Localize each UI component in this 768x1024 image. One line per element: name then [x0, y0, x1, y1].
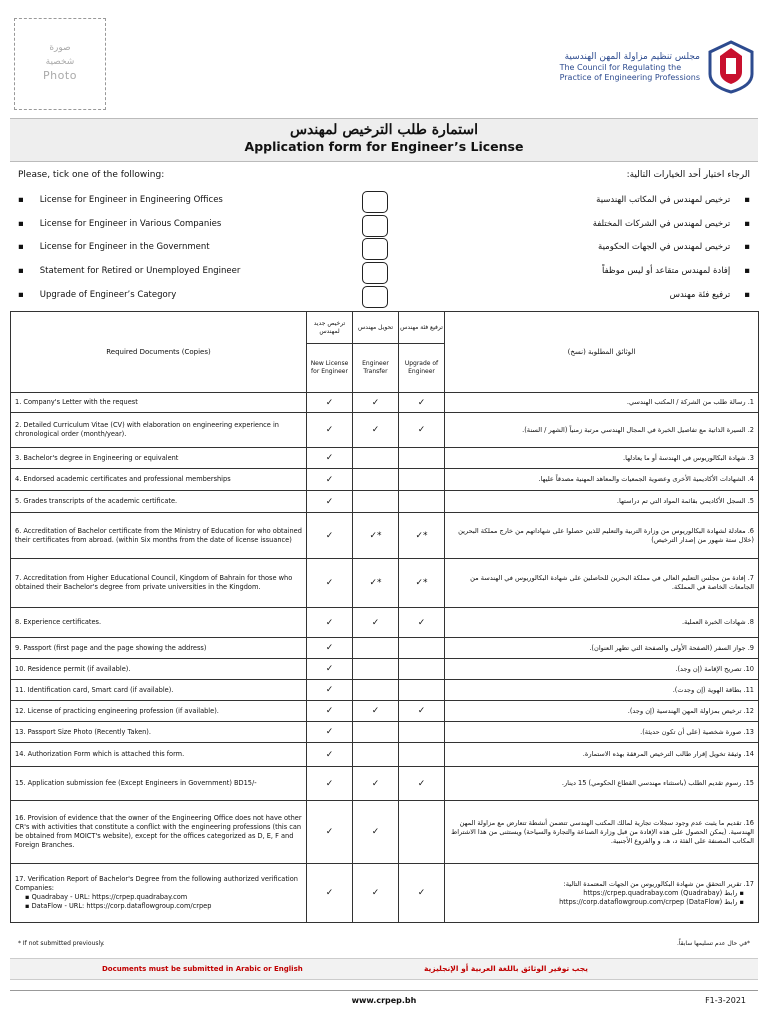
option-label-en: ▪ Statement for Retired or Unemployed Engineer [18, 266, 240, 276]
mark-transfer [353, 659, 399, 680]
quadrabay-url-ar: رابط https://crpep.quadrabay.com (Quadrabay) [583, 888, 738, 897]
mark-transfer: ✓* [353, 513, 399, 559]
col-transfer-header-ar: تحويل مهندس [353, 312, 399, 344]
table-row [11, 864, 759, 923]
col-new-header-en: New License for Engineer [307, 344, 353, 393]
option-label-ar: ▪ ترخيص لمهندس في الشركات المختلفة [593, 219, 750, 229]
verification-company-quadrabay-ar: ▪ رابط https://crpep.quadrabay.com (Quadrabay) [583, 888, 744, 897]
option-label-ar: ▪ ترفيع فئة مهندس [670, 290, 750, 300]
option-row [18, 262, 750, 284]
doc-ar: 5. السجل الأكاديمي بقائمة المواد التي تم دراستها. [445, 491, 759, 513]
mark-new: ✓ [307, 659, 353, 680]
mark-new: ✓ [307, 448, 353, 469]
table-row [11, 767, 759, 801]
option-label-en: ▪ License for Engineer in Engineering Offices [18, 195, 223, 205]
doc-en: 11. Identification card, Smart card (if available). [11, 680, 307, 701]
option-checkbox[interactable] [362, 191, 388, 213]
option-checkbox[interactable] [362, 286, 388, 308]
doc-en: 3. Bachelor's degree in Engineering or equivalent [11, 448, 307, 469]
col-transfer-header-en: Engineer Transfer [353, 344, 399, 393]
required-docs-header-ar: الوثائق المطلوبة (نسخ) [445, 312, 759, 393]
doc-ar: 15. رسوم تقديم الطلب (باستثناء مهندسي القطاع الحكومي) 15 دينار. [445, 767, 759, 801]
mark-transfer: ✓ [353, 608, 399, 638]
table-row [11, 638, 759, 659]
mark-upgrade [399, 491, 445, 513]
form-title-ar: استمارة طلب الترخيص لمهندس [289, 122, 479, 138]
table-row [11, 608, 759, 638]
table-row [11, 469, 759, 491]
mark-new: ✓ [307, 767, 353, 801]
council-name-ar: مجلس تنظيم مزاولة المهن الهندسية [564, 51, 700, 62]
language-requirement-en: Documents must be submitted in Arabic or English [102, 965, 303, 973]
col-upgrade-header-en: Upgrade of Engineer [399, 344, 445, 393]
mark-upgrade: ✓ [399, 413, 445, 448]
doc-ar: 6. معادلة لشهادة البكالوريوس من وزارة التربية والتعليم للذين حصلوا على شهاداتهم من خارج مملكة البحرين (خلال ستة شهور من إصدار الترخيص) [445, 513, 759, 559]
table-row [11, 559, 759, 608]
verification-company-quadrabay: ▪ Quadrabay - URL: https://crpep.quadrabay.com [25, 893, 188, 901]
mark-upgrade [399, 801, 445, 864]
mark-upgrade: ✓ [399, 393, 445, 413]
council-logo [560, 40, 756, 94]
table-row [11, 722, 759, 743]
mark-upgrade: ✓ [399, 608, 445, 638]
mark-upgrade [399, 659, 445, 680]
option-label-ar: ▪ ترخيص لمهندس في المكاتب الهندسية [596, 195, 750, 205]
mark-transfer: ✓ [353, 701, 399, 722]
mark-upgrade [399, 638, 445, 659]
verification-company-dataflow: ▪ DataFlow - URL: https://corp.dataflowgroup.com/crpep [25, 902, 212, 910]
mark-new: ✓ [307, 864, 353, 923]
tick-prompt-ar: الرجاء اختيار أحد الخيارات التالية: [626, 170, 750, 180]
option-label-en: ▪ License for Engineer in the Government [18, 242, 210, 252]
mark-new: ✓ [307, 801, 353, 864]
required-docs-header-en: Required Documents (Copies) [11, 312, 307, 393]
doc-en: 7. Accreditation from Higher Educational Council, Kingdom of Bahrain for those who obtained their Bachelor's degree from private universities in the Kingdom. [11, 559, 307, 608]
doc-ar: 12. ترخيص بمزاولة المهن الهندسية (إن وجد). [445, 701, 759, 722]
footnote-ar: *في حال عدم تسليمها سابقاً. [676, 940, 750, 947]
mark-new: ✓ [307, 413, 353, 448]
doc-ar: 3. شهادة البكالوريوس في الهندسة أو ما يعادلها. [445, 448, 759, 469]
mark-new: ✓ [307, 393, 353, 413]
doc-en: 8. Experience certificates. [11, 608, 307, 638]
table-row [11, 393, 759, 413]
doc-ar: 11. بطاقة الهوية (إن وجدت). [445, 680, 759, 701]
doc-ar: 13. صورة شخصية (على أن تكون حديثة). [445, 722, 759, 743]
mark-transfer [353, 448, 399, 469]
mark-transfer [353, 491, 399, 513]
mark-new: ✓ [307, 559, 353, 608]
mark-new: ✓ [307, 491, 353, 513]
mark-transfer: ✓* [353, 559, 399, 608]
doc-en: 6. Accreditation of Bachelor certificate from the Ministry of Education for who obtained their certificates from abroad. (within Six months from the date of license issuance) [11, 513, 307, 559]
quadrabay-url-text: Quadrabay - URL: https://crpep.quadrabay.com [31, 893, 188, 901]
table-row [11, 491, 759, 513]
option-row [18, 191, 750, 213]
mark-new: ✓ [307, 701, 353, 722]
form-title-bar [10, 118, 758, 162]
doc-en-verification [11, 864, 307, 923]
doc-en: 5. Grades transcripts of the academic certificate. [11, 491, 307, 513]
form-code: F1-3-2021 [705, 996, 746, 1005]
doc-en: 15. Application submission fee (Except Engineers in Government) BD15/- [11, 767, 307, 801]
table-row [11, 743, 759, 767]
mark-upgrade: ✓ [399, 864, 445, 923]
table-row [11, 701, 759, 722]
doc-en-verification-text: 17. Verification Report of Bachelor's Degree from the following authorized verification Companies: [15, 875, 298, 892]
doc-en: 10. Residence permit (if available). [11, 659, 307, 680]
table-row [11, 801, 759, 864]
mark-upgrade: ✓* [399, 513, 445, 559]
doc-ar-verification-text: 17. تقرير التحقق من شهادة البكالوريوس من الجهات المعتمدة التالية: [563, 879, 754, 888]
dataflow-url-text: DataFlow - URL: https://corp.dataflowgroup.com/crpep [31, 902, 212, 910]
mark-transfer [353, 469, 399, 491]
option-label-en: ▪ Upgrade of Engineer’s Category [18, 290, 176, 300]
mark-new: ✓ [307, 513, 353, 559]
mark-new: ✓ [307, 608, 353, 638]
option-checkbox[interactable] [362, 238, 388, 260]
table-row [11, 680, 759, 701]
doc-ar: 2. السيرة الذاتية مع تفاصيل الخبرة في المجال الهندسي مرتبة زمنياً (الشهر / السنة). [445, 413, 759, 448]
form-title-en: Application form for Engineer’s License [244, 139, 524, 154]
option-row [18, 286, 750, 308]
mark-upgrade: ✓* [399, 559, 445, 608]
option-checkbox[interactable] [362, 215, 388, 237]
doc-en: 14. Authorization Form which is attached this form. [11, 743, 307, 767]
doc-ar: 9. جواز السفر (الصفحة الأولى والصفحة التي تظهر العنوان). [445, 638, 759, 659]
doc-en: 9. Passport (first page and the page showing the address) [11, 638, 307, 659]
option-row [18, 215, 750, 237]
council-emblem-icon [706, 40, 756, 94]
mark-upgrade [399, 743, 445, 767]
council-name-en-2: Practice of Engineering Professions [559, 72, 700, 82]
mark-new: ✓ [307, 638, 353, 659]
mark-transfer [353, 638, 399, 659]
table-header-row-ar [11, 312, 759, 344]
mark-transfer: ✓ [353, 864, 399, 923]
option-checkbox[interactable] [362, 262, 388, 284]
doc-en: 12. License of practicing engineering profession (if available). [11, 701, 307, 722]
photo-label-ar-2: شخصية [45, 57, 75, 67]
table-row [11, 413, 759, 448]
mark-transfer: ✓ [353, 801, 399, 864]
language-requirement-ar: يجب توفير الوثائق باللغة العربية أو الإنجليزية [423, 964, 588, 973]
mark-upgrade [399, 469, 445, 491]
mark-new: ✓ [307, 469, 353, 491]
table-row [11, 659, 759, 680]
option-label-ar: ▪ إفادة لمهندس متقاعد أو ليس موظفاً [602, 266, 750, 276]
website-link[interactable]: www.crpep.bh [351, 996, 417, 1005]
photo-placeholder [14, 18, 106, 110]
council-name-en-1: The Council for Regulating the [559, 62, 682, 72]
photo-label-ar-1: صورة [49, 43, 71, 53]
mark-new: ✓ [307, 680, 353, 701]
mark-upgrade [399, 680, 445, 701]
mark-transfer [353, 722, 399, 743]
mark-new: ✓ [307, 743, 353, 767]
required-documents-table [10, 311, 759, 923]
doc-en: 2. Detailed Curriculum Vitae (CV) with elaboration on engineering experience in chronological order (month/year). [11, 413, 307, 448]
language-requirement-bar [10, 958, 758, 980]
mark-upgrade: ✓ [399, 767, 445, 801]
table-row [11, 513, 759, 559]
option-label-en: ▪ License for Engineer in Various Companies [18, 219, 221, 229]
mark-transfer: ✓ [353, 393, 399, 413]
doc-ar-verification [445, 864, 759, 923]
mark-new: ✓ [307, 722, 353, 743]
footer-divider [10, 990, 758, 991]
option-label-ar: ▪ ترخيص لمهندس في الجهات الحكومية [598, 242, 750, 252]
mark-upgrade: ✓ [399, 701, 445, 722]
doc-ar: 4. الشهادات الأكاديمية الأخرى وعضوية الجمعيات والمعاهد المهنية مصدقاً عليها. [445, 469, 759, 491]
col-upgrade-header-ar: ترفيع فئة مهندس [399, 312, 445, 344]
doc-en: 16. Provision of evidence that the owner of the Engineering Office does not have other CR's with activities that constitute a conflict with the engineering professions (this can be obtained from MOICT's website), except for the offices categorized as D, E, F and Foreign Branches. [11, 801, 307, 864]
doc-ar: 7. إفادة من مجلس التعليم العالي في مملكة البحرين للحاصلين على شهادة البكالوريوس في الهندسة من الجامعات الخاصة في المملكة. [445, 559, 759, 608]
mark-transfer [353, 743, 399, 767]
mark-transfer [353, 680, 399, 701]
mark-transfer: ✓ [353, 767, 399, 801]
mark-upgrade [399, 722, 445, 743]
mark-upgrade [399, 448, 445, 469]
table-row [11, 448, 759, 469]
doc-en: 1. Company's Letter with the request [11, 393, 307, 413]
verification-company-dataflow-ar: ▪ رابط https://corp.dataflowgroup.com/crpep (DataFlow) [559, 897, 744, 906]
tick-prompt-en: Please, tick one of the following: [18, 170, 165, 180]
doc-ar: 1. رسالة طلب من الشركة / المكتب الهندسي. [445, 393, 759, 413]
footnote-en: * If not submitted previously. [18, 940, 105, 947]
doc-ar: 8. شهادات الخبرة العملية. [445, 608, 759, 638]
doc-ar: 16. تقديم ما يثبت عدم وجود سجلات تجارية لمالك المكتب الهندسي تتضمن أنشطة تتعارض مع مزاولة المهن الهندسية. (يمكن الحصول على هذه الإفادة من قبل وزارة الصناعة والتجارة والسياحة) ويستثنى من هذا الاشتراط المكاتب المصنفة على الفئة د، هـ، و والفروع الأجنبية. [445, 801, 759, 864]
mark-transfer: ✓ [353, 413, 399, 448]
doc-ar: 14. وثيقة تخويل إقرار طالب الترخيص المرفقة بهذه الاستمارة. [445, 743, 759, 767]
doc-en: 13. Passport Size Photo (Recently Taken). [11, 722, 307, 743]
col-new-header-ar: ترخيص جديد لمهندس [307, 312, 353, 344]
doc-ar: 10. تصريح الإقامة (إن وجد). [445, 659, 759, 680]
doc-en: 4. Endorsed academic certificates and professional memberships [11, 469, 307, 491]
dataflow-url-ar: رابط https://corp.dataflowgroup.com/crpep (DataFlow) [559, 897, 738, 906]
council-name [560, 52, 700, 83]
option-row [18, 238, 750, 260]
photo-label-en: Photo [43, 69, 77, 82]
